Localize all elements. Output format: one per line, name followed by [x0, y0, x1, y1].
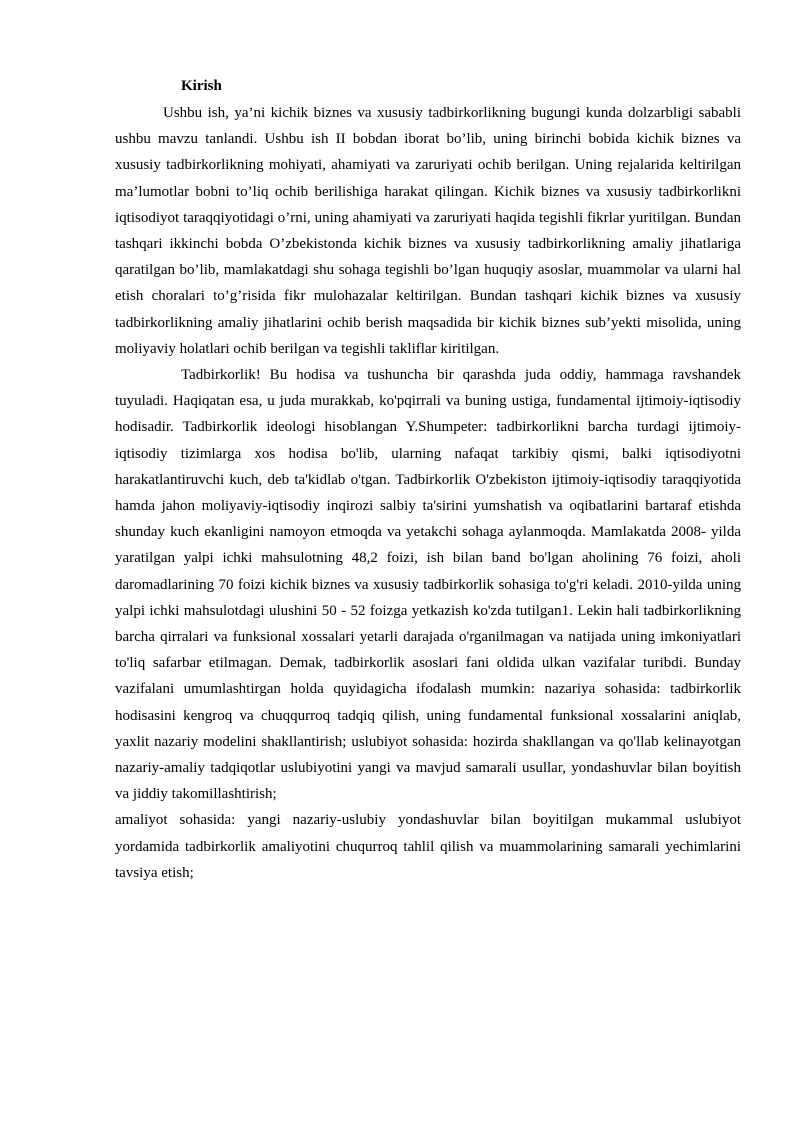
- paragraph-tadbirkorlik: Tadbirkorlik! Bu hodisa va tushuncha bir qarashda juda oddiy, hammaga ravshandek tuyuladi. Haqiqatan esa, u juda murakkab, ko'pqirrali va buning ustiga, fundamental ijtimoiy-iqtisodiy hodisadir. Tadbirkorlik ideologi hisoblangan Y.Shumpeter: tadbirkorlikni barcha turdagi ijtimoiy-iqtisodiy tizimlarga xos hodisa bo'lib, ularning nafaqat tarkibiy qismi, balki iqtisodiyotni harakatlantiruvchi kuch, deb ta'kidlab o'tgan. Tadbirkorlik O'zbekiston ijtimoiy-iqtisodiy taraqqiyotida hamda jahon moliyaviy-iqtisodiy inqirozi salbiy ta'sirini yumshatish va oqibatlarini bartaraf etishda shunday kuch ekanligini namoyon etmoqda va yetakchi sohaga aylanmoqda. Mamlakatda 2008- yilda yaratilgan yalpi ichki mahsulotning 48,2 foizi, ish bilan band bo'lgan aholining 76 foizi, aholi daromadlarining 70 foizi kichik biznes va xususiy tadbirkorlik sohasiga to'g'ri keladi. 2010-yilda uning yalpi ichki mahsulotdagi ulushini 50 - 52 foizga yetkazish ko'zda tutilgan1. Lekin hali tadbirkorlikning barcha qirralari va funksional xossalari yetarli darajada o'rganilmagan va natijada uning imkoniyatlari to'liq safarbar etilmagan. Demak, tadbirkorlik asoslari fani oldida ulkan vazifalar turibdi. Bunday vazifalani umumlashtirgan holda quyidagicha ifodalash mumkin: nazariya sohasida: tadbirkorlik hodisasini kengroq va chuqqurroq tadqiq qilish, uning fundamental funksional xossalarini aniqlab, yaxlit nazariy modelini shakllantirish; uslubiyot sohasida: hozirda shakllangan va qo'llab kelinayotgan nazariy-amaliy tadqiqotlar uslubiyotini yangi va mavjud samarali usullar, yondashuvlar bilan boyitish va jiddiy takomillashtirish;: [115, 367, 741, 803]
- section-heading: Kirish: [181, 78, 222, 94]
- paragraph-intro: Ushbu ish, ya’ni kichik biznes va xususiy tadbirkorlikning bugungi kunda dolzarbligi sababli ushbu mavzu tanlandi. Ushbu ish II bobdan iborat bo’lib, uning birinchi bobida kichik biznes va xususiy tadbirkorlikning mohiyati, ahamiyati va zaruriyati ochib berilgan. Uning rejalarida keltirilgan ma’lumotlar bobni to’liq ochib berilishiga harakat qilingan. Kichik biznes va xususiy tadbirkorlikni iqtisodiyot taraqqiyotidagi o’rni, uning ahamiyati va zaruriyati haqida tegishli fikrlar yuritilgan. Bundan tashqari ikkinchi bobda O’zbekistonda kichik biznes va xususiy tadbirkorlikning amaliy jihatlariga qaratilgan bo’lib, mamlakatdagi shu sohaga tegishli bo’lgan huquqiy asoslar, muammolar va ularni hal etish choralari to’g’risida fikr mulohazalar keltirilgan. Bundan tashqari kichik biznes va xususiy tadbirkorlikning amaliy jihatlarini ochib berish maqsadida bir kichik biznes sub’yekti misolida, uning moliyaviy holatlari ochib berilgan va tegishli takliflar kiritilgan.: [115, 105, 741, 357]
- paragraph-amaliyot: amaliyot sohasida: yangi nazariy-uslubiy yondashuvlar bilan boyitilgan mukammal uslubiyot yordamida tadbirkorlik amaliyotini chuqurroq tahlil qilish va muammolarining samarali yechimlarini tavsiya etish;: [115, 812, 741, 881]
- document-body: [115, 74, 741, 886]
